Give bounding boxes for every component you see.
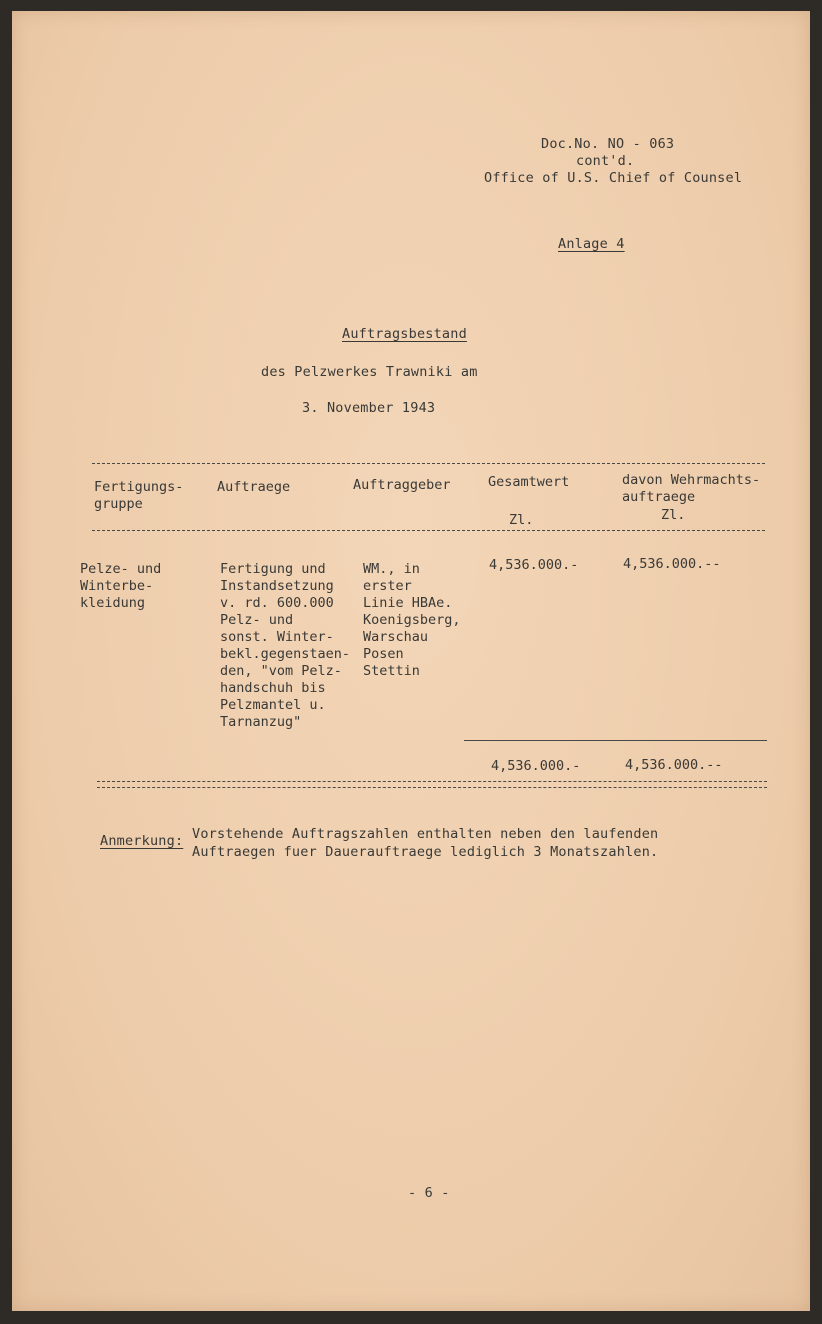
note-line-2: Auftraegen fuer Dauerauftraege lediglich 3 Monatszahlen. — [192, 844, 659, 860]
cell-gesamtwert: 4,536.000.- — [489, 557, 579, 573]
header-auftraggeber: Auftraggeber — [353, 477, 451, 493]
total-gesamtwert: 4,536.000.- — [491, 758, 581, 774]
note-label: Anmerkung: — [100, 833, 184, 849]
office-label: Office of U.S. Chief of Counsel — [484, 170, 743, 186]
note-line-1: Vorstehende Auftragszahlen enthalten neben den laufenden — [192, 826, 659, 842]
table-bottom-rule-2 — [97, 787, 767, 788]
cell-auftraggeber: WM., in erster Linie HBAe. Koenigsberg, Warschau Posen Stettin — [363, 561, 461, 679]
cell-gruppe: Pelze- und Winterbe- kleidung — [80, 561, 162, 611]
page-number: - 6 - — [408, 1185, 450, 1201]
totals-rule — [464, 740, 767, 741]
cell-wehrmacht: 4,536.000.-- — [623, 556, 721, 572]
table-header-rule — [92, 530, 765, 531]
annex-label: Anlage 4 — [558, 236, 625, 252]
table-bottom-rule-1 — [97, 781, 767, 782]
header-auftraege: Auftraege — [217, 479, 291, 495]
continued-label: cont'd. — [576, 153, 635, 169]
header-fertigungsgruppe: Fertigungs- gruppe — [94, 479, 184, 512]
document-title: Auftragsbestand — [342, 326, 467, 342]
table-top-rule — [92, 463, 765, 464]
document-date: 3. November 1943 — [302, 400, 436, 416]
header-gesamtwert-unit: Zl. — [509, 512, 534, 528]
cell-auftraege: Fertigung und Instandsetzung v. rd. 600.000 Pelz- und sonst. Winter- bekl.gegenstaen- den, "vom Pelz- handschuh bis Pelzmantel u. Tarnanzug" — [220, 561, 351, 730]
document-page — [12, 11, 810, 1311]
doc-number: Doc.No. NO - 063 — [541, 136, 675, 152]
header-wehrmacht-unit: Zl. — [661, 507, 686, 523]
document-subtitle: des Pelzwerkes Trawniki am — [261, 364, 478, 380]
header-gesamtwert: Gesamtwert — [488, 474, 570, 490]
total-wehrmacht: 4,536.000.-- — [625, 757, 723, 773]
header-wehrmacht: davon Wehrmachts- auftraege — [622, 472, 761, 505]
